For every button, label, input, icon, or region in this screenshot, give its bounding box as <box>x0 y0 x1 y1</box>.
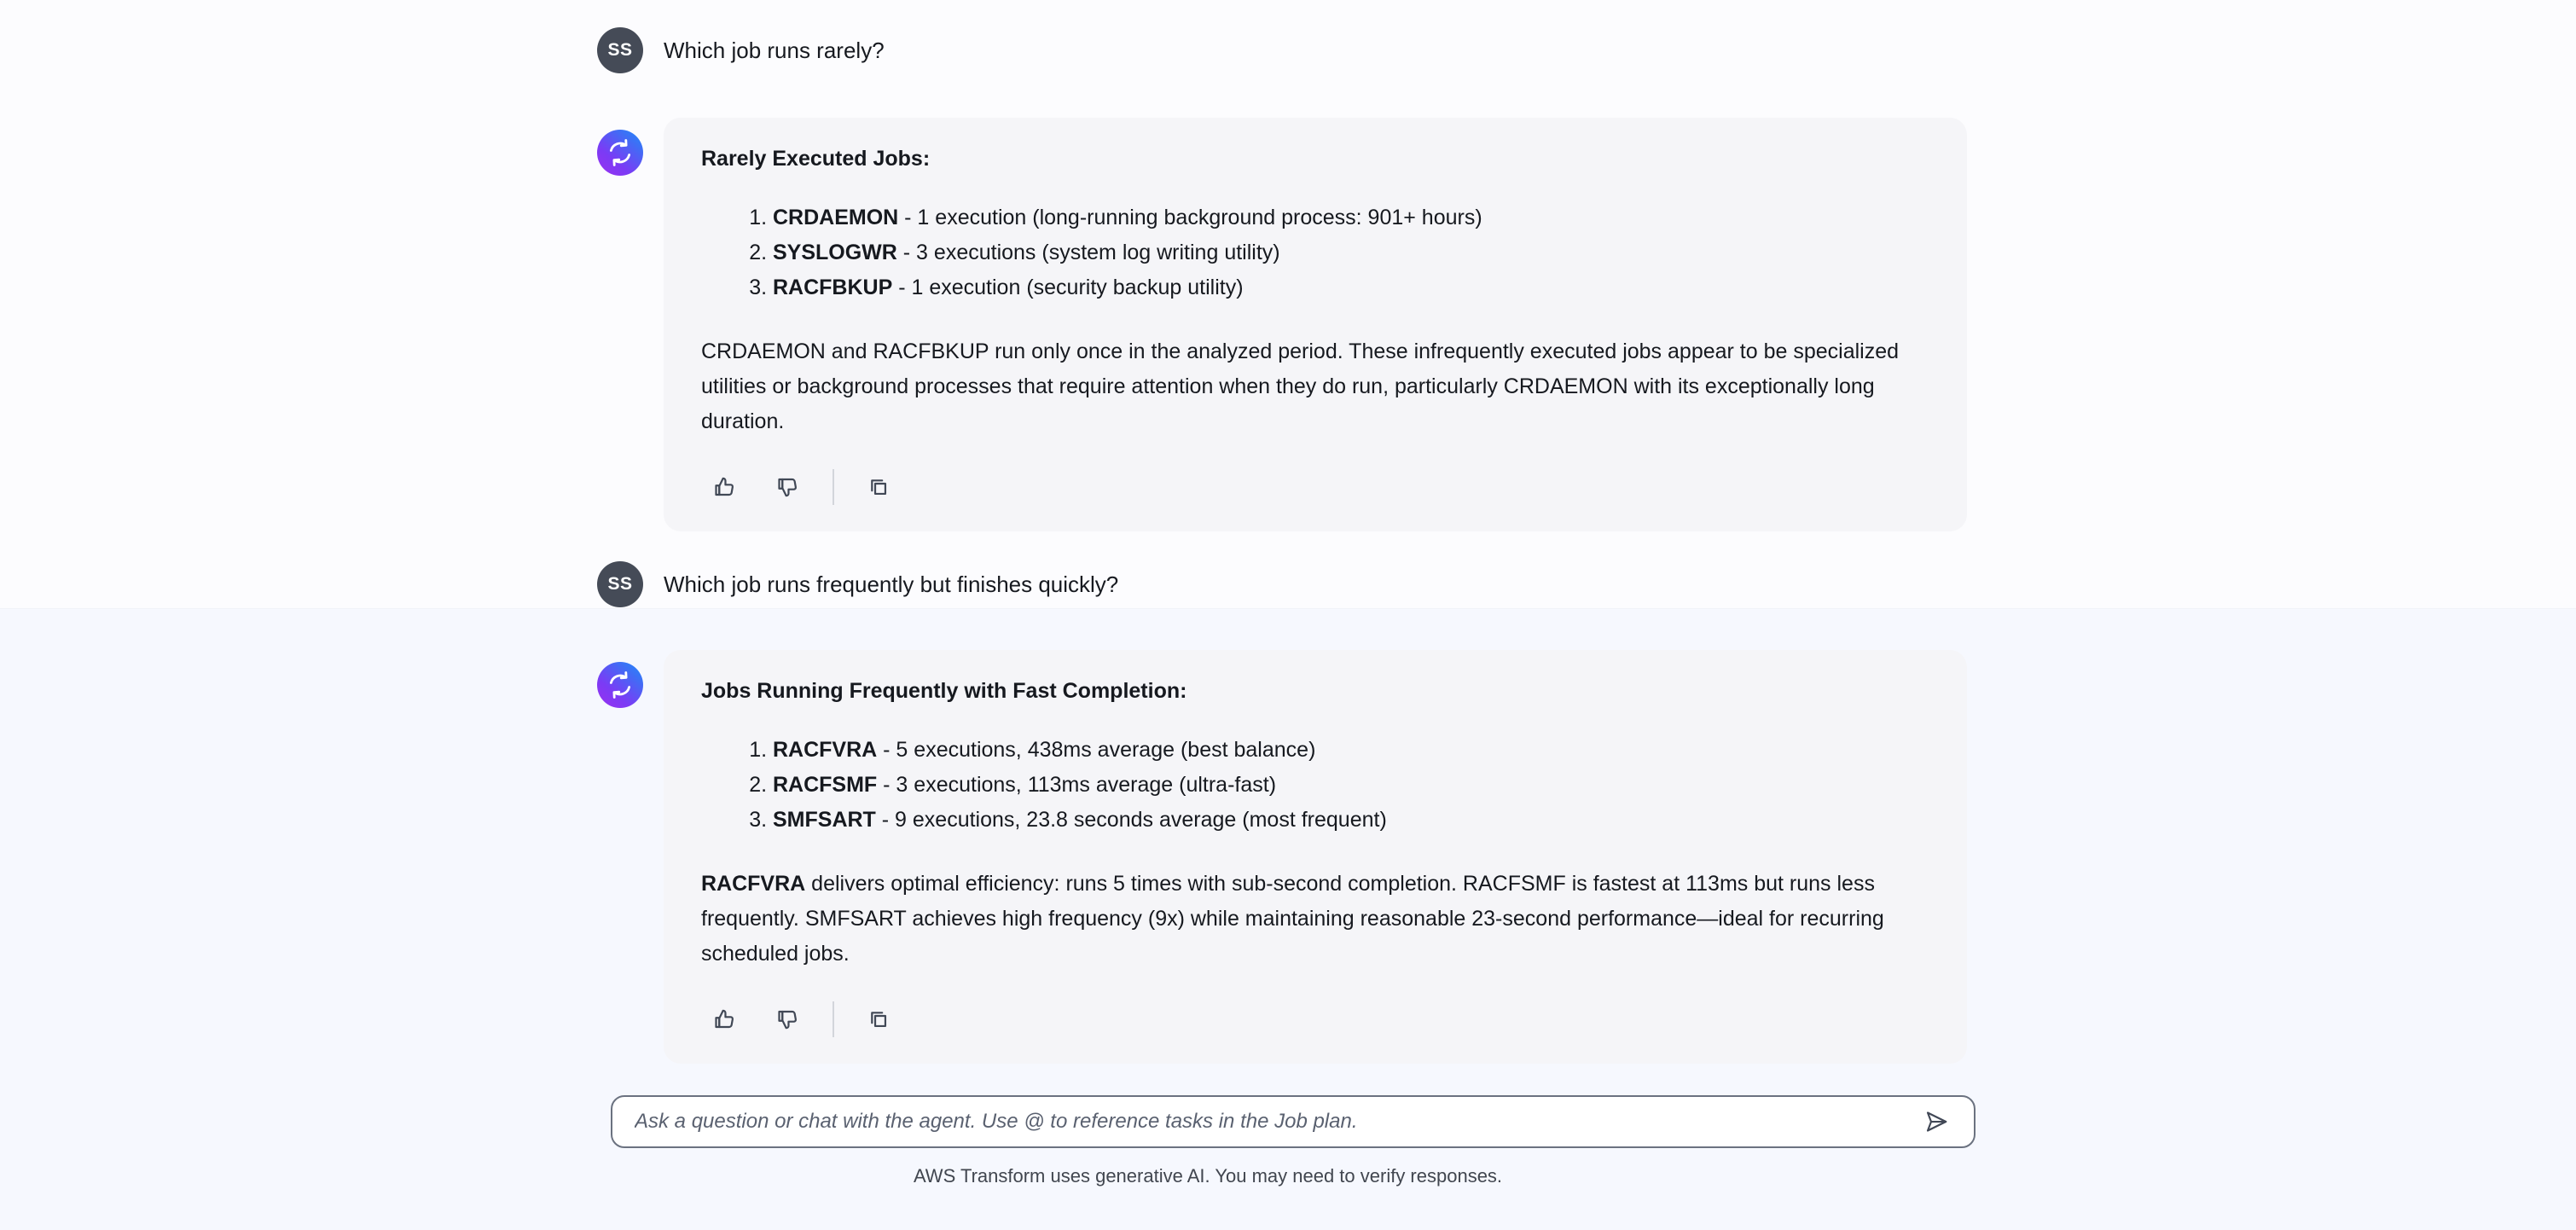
summary-lead: RACFVRA <box>701 872 806 896</box>
summary-body: delivers optimal efficiency: runs 5 times with sub-second completion. RACFSMF is fastest at 113ms but runs less frequently. SMFSART achieves high frequency (9x) while maintaining reasonable 23-second performance—ideal for recurring scheduled jobs. <box>701 872 1884 966</box>
job-detail: - 9 executions, 23.8 seconds average (most frequent) <box>875 808 1387 832</box>
job-detail: - 5 executions, 438ms average (best balance) <box>877 738 1316 762</box>
message-actions <box>701 468 1929 506</box>
action-spacer <box>747 1019 766 1020</box>
avatar-user: SS <box>597 27 643 73</box>
job-name: RACFBKUP <box>773 276 893 299</box>
assistant-message-1 <box>597 118 1967 531</box>
assistant-message-2 <box>597 650 1967 1064</box>
disclaimer-text: AWS Transform uses generative AI. You may need to verify responses. <box>913 1165 1503 1186</box>
action-spacer <box>747 487 766 488</box>
answer-summary-paragraph <box>701 867 1929 972</box>
disclaimer-footer <box>0 1165 2576 1187</box>
user-message-2 <box>597 561 1118 607</box>
job-name: CRDAEMON <box>773 206 899 229</box>
job-detail: - 1 execution (long-running background process: 901+ hours) <box>898 206 1482 229</box>
answer-list <box>701 733 1929 838</box>
transform-cycle-icon <box>597 662 643 708</box>
answer-heading: Jobs Running Frequently with Fast Completion: <box>701 679 1187 703</box>
list-item <box>773 270 1929 305</box>
action-divider <box>833 1001 834 1037</box>
list-item <box>773 733 1929 768</box>
answer-summary-paragraph <box>701 334 1929 439</box>
job-name: SYSLOGWR <box>773 241 897 264</box>
list-item <box>773 235 1929 270</box>
transform-cycle-icon <box>597 130 643 176</box>
action-divider <box>833 469 834 505</box>
thumbs-up-icon[interactable] <box>703 1001 747 1038</box>
assistant-answer-card <box>664 118 1967 531</box>
section-divider <box>0 608 2576 609</box>
summary-body: CRDAEMON and RACFBKUP run only once in the analyzed period. These infrequently executed jobs appear to be specialized utilities or background processes that require attention when they do run, particularly CRDAEMON with its exceptionally long duration. <box>701 339 1900 433</box>
copy-icon[interactable] <box>856 1001 901 1038</box>
thumbs-down-icon[interactable] <box>766 468 810 506</box>
avatar-user: SS <box>597 561 643 607</box>
answer-heading: Rarely Executed Jobs: <box>701 147 931 171</box>
job-name: SMFSART <box>773 808 876 832</box>
list-item <box>773 200 1929 235</box>
assistant-answer-card <box>664 650 1967 1064</box>
job-detail: - 3 executions, 113ms average (ultra-fast) <box>877 773 1277 797</box>
message-actions <box>701 1001 1929 1038</box>
chat-input[interactable] <box>635 1097 1917 1146</box>
user-message-text: Which job runs rarely? <box>664 38 885 63</box>
user-message-1 <box>597 27 885 73</box>
job-detail: - 3 executions (system log writing utility) <box>896 241 1280 264</box>
send-icon[interactable] <box>1917 1103 1955 1140</box>
list-item <box>773 768 1929 803</box>
chat-composer[interactable] <box>611 1095 1976 1148</box>
job-name: RACFSMF <box>773 773 878 797</box>
job-name: RACFVRA <box>773 738 878 762</box>
answer-list <box>701 200 1929 305</box>
thumbs-down-icon[interactable] <box>766 1001 810 1038</box>
list-item <box>773 803 1929 838</box>
thumbs-up-icon[interactable] <box>703 468 747 506</box>
job-detail: - 1 execution (security backup utility) <box>892 276 1244 299</box>
user-message-text: Which job runs frequently but finishes quickly? <box>664 571 1119 597</box>
copy-icon[interactable] <box>856 468 901 506</box>
